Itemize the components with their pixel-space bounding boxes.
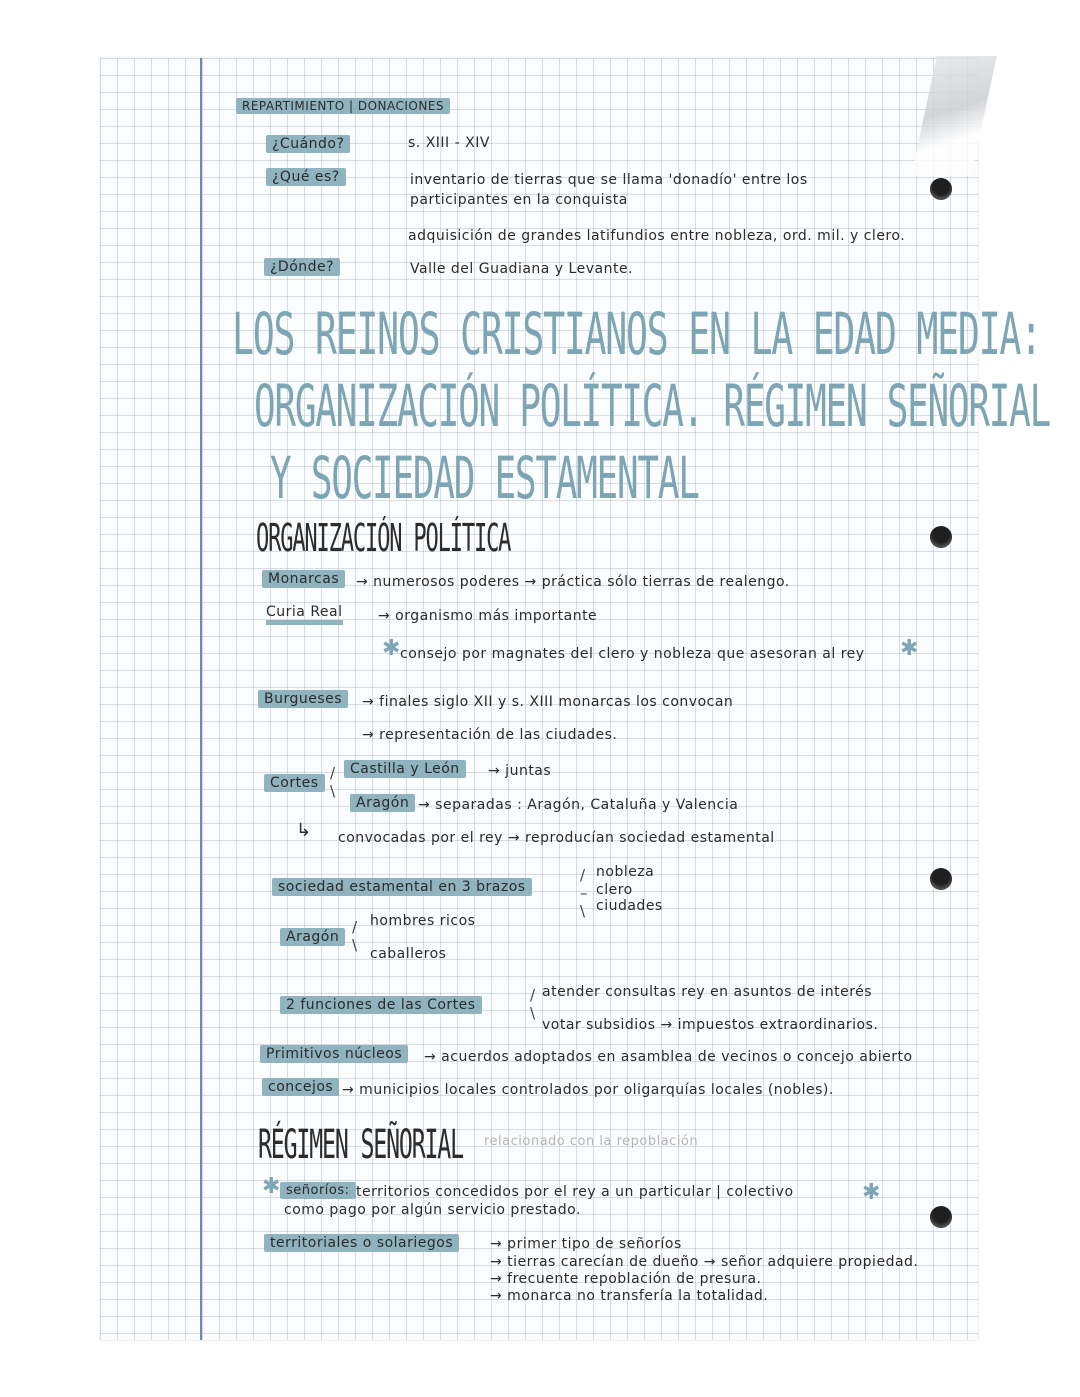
brace-icon: / \ [352,918,358,954]
text-curia: → organismo más importante [378,608,598,624]
page-corner-fold [911,56,997,176]
asterisk-icon: ✱ [262,1174,281,1199]
text-separadas: → separadas : Aragón, Cataluña y Valencia [418,797,739,813]
text-concejos: → municipios locales controlados por oligarquías locales (nobles). [342,1082,834,1098]
label-funciones-cortes: 2 funciones de las Cortes [280,996,482,1014]
territoriales-1: → primer tipo de señoríos [490,1236,682,1252]
label-castilla-leon: Castilla y León [344,760,466,778]
text-juntas: → juntas [488,763,552,779]
title-line-1: LOS REINOS CRISTIANOS EN LA EDAD MEDIA: [232,300,1041,368]
label-senorios: señoríos: [280,1182,356,1199]
text-senorios-1: territorios concedidos por el rey a un particular | colectivo [356,1184,794,1200]
punch-hole [930,868,952,890]
text-burgueses-2: → representación de las ciudades. [362,727,618,743]
brace-icon: / \ [530,986,536,1022]
label-monarcas: Monarcas [262,570,345,588]
punch-hole [930,1206,952,1228]
answer-que-es-line1: inventario de tierras que se llama 'donadío' entre los [410,172,808,188]
text-primitivos: → acuerdos adoptados en asamblea de vecinos o concejo abierto [424,1049,913,1065]
asterisk-icon: ✱ [382,636,401,661]
answer-donde: Valle del Guadiana y Levante. [410,261,634,277]
territoriales-2: → tierras carecían de dueño → señor adquiere propiedad. [490,1254,919,1270]
asterisk-icon: ✱ [862,1180,881,1205]
answer-cuando: s. XIII - XIV [408,135,490,151]
text-burgueses-1: → finales siglo XII y s. XIII monarcas los convocan [362,694,734,710]
label-cortes: Cortes [264,774,325,792]
aragon-caballeros: caballeros [370,946,447,962]
punch-hole [930,526,952,548]
text-senorios-2: como pago por algún servicio prestado. [284,1202,581,1218]
label-sociedad-estamental: sociedad estamental en 3 brazos [272,878,532,896]
repartimiento-tag: REPARTIMIENTO | DONACIONES [236,98,450,114]
brazo-nobleza: nobleza [596,864,655,880]
title-line-3: Y SOCIEDAD ESTAMENTAL [270,444,699,512]
funcion-1: atender consultas rey en asuntos de interés [542,984,873,1000]
label-territoriales: territoriales o solariegos [264,1234,459,1252]
punch-hole [930,178,952,200]
section-heading-senorial: RÉGIMEN SEÑORIAL [258,1122,463,1168]
text-monarcas: → numerosos poderes → práctica sólo tierras de realengo. [356,574,790,590]
brazo-ciudades: ciudades [596,898,663,914]
question-que-es: ¿Qué es? [266,168,346,186]
question-donde: ¿Dónde? [264,258,340,276]
arrow-icon: ↳ [296,820,312,841]
label-burgueses: Burgueses [258,690,348,708]
label-curia-real: Curia Real [266,604,343,625]
title-line-2: ORGANIZACIÓN POLÍTICA. RÉGIMEN SEÑORIAL [254,372,1050,440]
funcion-2: votar subsidios → impuestos extraordinarios. [542,1017,879,1033]
brace-icon: / \ [330,764,336,800]
answer-que-es-line3: adquisición de grandes latifundios entre nobleza, ord. mil. y clero. [408,228,906,244]
brace-icon: / – \ [580,866,588,920]
margin-line [200,58,202,1340]
label-aragon-cortes: Aragón [350,794,415,812]
brazo-clero: clero [596,882,633,898]
answer-que-es-line2: participantes en la conquista [410,192,628,208]
text-curia-def: consejo por magnates del clero y nobleza que asesoran al rey [400,646,865,662]
territoriales-4: → monarca no transfería la totalidad. [490,1288,769,1304]
label-primitivos-nucleos: Primitivos núcleos [260,1045,408,1063]
question-cuando: ¿Cuándo? [266,135,350,153]
section-heading-politica: ORGANIZACIÓN POLÍTICA [256,516,511,560]
territoriales-3: → frecuente repoblación de presura. [490,1271,762,1287]
label-aragon: Aragón [280,928,345,946]
text-convocadas: convocadas por el rey → reproducían sociedad estamental [338,830,775,846]
asterisk-icon: ✱ [900,636,919,661]
label-concejos: concejos [262,1078,339,1096]
note-repoblacion: relacionado con la repoblación [484,1134,699,1149]
aragon-hombres-ricos: hombres ricos [370,913,476,929]
